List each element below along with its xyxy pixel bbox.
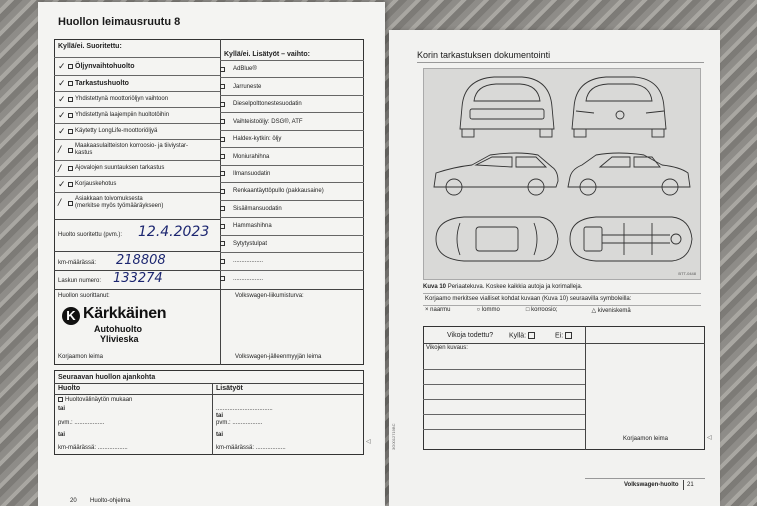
no-checkbox[interactable] xyxy=(565,332,572,339)
car-rear-view-icon xyxy=(460,77,554,137)
right-page-title: Korin tarkastuksen dokumentointi xyxy=(417,50,551,60)
extra-work-checkbox[interactable] xyxy=(220,259,225,264)
performed-item-label: Yhdistettynä moottoriöljyn vaihtoon xyxy=(75,96,169,102)
extra-work-label: Jarruneste xyxy=(233,83,262,90)
handwritten-check-icon: ✓ xyxy=(58,94,66,105)
next-or-4: tai xyxy=(216,432,224,438)
legend-symbol: ○ lommo xyxy=(476,307,500,313)
page-title: Huollon leimausruutu 8 xyxy=(58,16,181,28)
next-or-3: tai xyxy=(216,413,224,419)
extra-work-item xyxy=(220,200,364,217)
extra-work-item xyxy=(220,182,364,199)
next-date-2: pvm.: .................. xyxy=(216,420,263,426)
legend-symbol: □ korroosio; xyxy=(525,307,558,313)
right-col-header: Kyllä/ei. Lisätyöt – vaihto: xyxy=(224,51,310,58)
next-service-item: Huoltovälinäytön mukaan xyxy=(65,397,133,404)
performed-item-label: Yhdistettynä laajempiin huoltotöihin xyxy=(75,112,170,118)
extra-work-checkbox[interactable] xyxy=(220,137,225,142)
extra-work-item xyxy=(220,112,364,129)
extra-work-label: .................. xyxy=(233,275,264,282)
car-side-left-icon xyxy=(434,153,558,195)
performed-item-label: Käytetty LongLife-moottoriöljyä xyxy=(75,128,158,134)
handwritten-check-icon: ✓ xyxy=(58,61,66,72)
invoice-label: Laskun numero: xyxy=(58,278,102,284)
footer-brand: Volkswagen-huolto xyxy=(624,482,679,488)
extra-work-item xyxy=(220,77,364,94)
caption-label: Kuva 10 xyxy=(423,284,447,290)
extra-work-checkbox[interactable] xyxy=(220,67,225,72)
footer-text-left: Huolto-ohjelma xyxy=(90,498,131,504)
car-top-view-icon xyxy=(436,217,558,261)
performed-item xyxy=(54,57,220,75)
arrow-left-icon-right: ◁ xyxy=(707,435,712,441)
page-number-right: 21 xyxy=(687,482,694,488)
extra-work-checkbox[interactable] xyxy=(220,119,225,124)
next-date-1: pvm.: .................. xyxy=(58,420,105,426)
repair-stamp-label: Korjaamon leima xyxy=(58,354,104,360)
invoice-value: 133274 xyxy=(113,271,163,286)
company-stamp xyxy=(62,305,192,347)
extra-work-checkbox[interactable] xyxy=(220,189,225,194)
extra-work-item xyxy=(220,130,364,147)
extra-work-item xyxy=(220,252,364,269)
extra-work-item xyxy=(220,217,364,234)
extra-work-item xyxy=(220,270,364,287)
car-side-right-icon xyxy=(568,153,690,195)
left-page: Huollon leimausruutu 8 Kyllä/ei. Suoritettu: Kyllä/ei. Lisätyöt – vaihto: ✓ Öljynvaihtohuolto ✓ Tarkastushuolto ✓ Yhdistettynä moottoriöljyn vaihtoon ✓ Yhdistettynä laajempiin huoltotöihin ✓ Käytetty LongLife-moottoriöljyä / Maakaasulaitteiston korroosio- ja tiiviystar- kastus / Ajovalojen suuntauksen tarkastus ✓ Korjauskehotus / Asiakkaan toivomuksesta (merkitse myös työmääräykseen) AdBlue® Jarruneste Dieselpolttonestesuodatin Vaihteistoöljy: DSG®, ATF Haldex-kytkin: öljy Moniurahihna Ilmansuodatin Renkaantäyttöpullo (pakkausaine) Sisäilmansuodatin Hammashihna Sytytystulpat .................. .................. Huolto suoritettu (pvm.): 12.4.2023 km-määrässä: 218808 Laskun numero: 133274 Huollon suorittanut: Volkswagen-liikumisturva: K Kärkkäinen Autohuolto Ylivieska Korjaamon leima Volkswagen-jälleenmyyjän leima Seuraavan huollon ajankohta Huolto Lisätyöt Huoltovälinäytön mukaan tai pvm.: .................. tai km-määrässä: .................. .................................. tai pvm.: .................. tai km-määrässä: .................. ◁ 20 Huolto-ohjelma xyxy=(38,2,385,506)
vw-dealer-stamp-label: Volkswagen-jälleenmyyjän leima xyxy=(235,354,322,360)
extra-work-item xyxy=(220,235,364,252)
car-figure xyxy=(423,68,701,280)
item-checkbox[interactable] xyxy=(68,113,73,118)
extra-work-label: Haldex-kytkin: öljy xyxy=(233,136,282,143)
item-checkbox[interactable] xyxy=(68,129,73,134)
yes-checkbox[interactable] xyxy=(528,332,535,339)
description-label: Vikojen kuvaus: xyxy=(426,345,468,351)
no-label: Ei: xyxy=(555,332,564,340)
performed-by-label: Huollon suorittanut: xyxy=(58,293,110,299)
performed-item xyxy=(54,192,220,213)
service-date-label: Huolto suoritettu (pvm.): xyxy=(58,232,123,238)
company-sub1: Autohuolto xyxy=(94,324,142,334)
legend-row xyxy=(425,307,701,314)
item-checkbox[interactable] xyxy=(68,81,73,86)
extra-work-label: Moniurahihna xyxy=(233,153,270,160)
handwritten-check-icon: / xyxy=(58,145,62,155)
legend-symbol: × naarmu xyxy=(425,307,451,313)
performed-item xyxy=(54,160,220,176)
performed-item xyxy=(54,139,220,160)
caption-text: Periaatekuva. Koskee kaikkia autoja ja korimalleja. xyxy=(447,284,583,290)
car-diagram-svg xyxy=(424,69,702,281)
extra-work-label: Sisäilmansuodatin xyxy=(233,205,282,212)
next-km-2: km-määrässä: .................. xyxy=(216,445,286,451)
km-label: km-määrässä: xyxy=(58,260,97,266)
performed-item-label: Öljynvaihtohuolto xyxy=(75,63,135,70)
extra-work-item xyxy=(220,147,364,164)
extra-work-checkbox[interactable] xyxy=(220,84,225,89)
next-service-checkbox[interactable] xyxy=(58,397,63,402)
extra-work-label: .................. xyxy=(233,258,264,265)
vw-stamp-label: Volkswagen-liikumisturva: xyxy=(235,293,304,299)
extra-work-checkbox[interactable] xyxy=(220,276,225,281)
performed-item-label: Maakaasulaitteiston korroosio- ja tiiviystar- kastus xyxy=(75,143,189,156)
performed-item xyxy=(54,91,220,107)
extra-work-label: AdBlue® xyxy=(233,66,257,73)
performed-item xyxy=(54,75,220,91)
handwritten-check-icon: ✓ xyxy=(58,126,66,137)
item-checkbox[interactable] xyxy=(68,64,73,69)
handwritten-check-icon: ✓ xyxy=(58,110,66,121)
performed-item xyxy=(54,176,220,192)
extra-work-label: Renkaantäyttöpullo (pakkausaine) xyxy=(233,188,324,195)
next-or-1: tai xyxy=(58,406,66,412)
company-logo-icon: K xyxy=(62,307,80,325)
km-value: 218808 xyxy=(116,253,166,268)
service-date-value: 12.4.2023 xyxy=(138,224,210,240)
extra-work-checkbox[interactable] xyxy=(220,102,225,107)
next-km-1: km-määrässä: .................. xyxy=(58,445,128,451)
item-checkbox[interactable] xyxy=(68,148,73,153)
left-col-header: Kyllä/ei. Suoritettu: xyxy=(58,43,122,50)
handwritten-check-icon: / xyxy=(58,163,62,174)
performed-item-label: Korjauskehotus xyxy=(75,181,117,187)
handwritten-check-icon: ✓ xyxy=(58,78,66,89)
company-sub2: Ylivieska xyxy=(100,334,139,344)
item-checkbox[interactable] xyxy=(68,166,73,171)
page-number-left: 20 xyxy=(70,498,77,504)
arrow-left-icon: ◁ xyxy=(366,439,371,445)
extra-work-label: Dieselpolttonestesuodatin xyxy=(233,101,302,108)
performed-list xyxy=(54,57,220,219)
side-code: 3G0012719BC xyxy=(391,423,396,450)
extra-work-checkbox[interactable] xyxy=(220,171,225,176)
handwritten-check-icon: / xyxy=(58,198,62,208)
car-front-view-icon xyxy=(572,77,666,137)
item-checkbox[interactable] xyxy=(68,97,73,102)
right-repair-stamp-label: Korjaamon leima xyxy=(623,436,669,442)
performed-item-label: Ajovalojen suuntauksen tarkastus xyxy=(75,165,165,171)
extra-work-checkbox[interactable] xyxy=(220,154,225,159)
extra-work-checkbox[interactable] xyxy=(220,206,225,211)
extra-work-item xyxy=(220,60,364,77)
right-page xyxy=(389,30,720,506)
item-checkbox[interactable] xyxy=(68,182,73,187)
extra-work-label: Sytytystulpat xyxy=(233,240,268,247)
yes-label: Kyllä: xyxy=(509,332,527,340)
next-col-extra: Lisätyöt xyxy=(216,385,243,392)
legend-symbol: △ kiveniskemä xyxy=(591,308,631,314)
extra-work-list xyxy=(220,60,364,287)
extra-work-label: Hammashihna xyxy=(233,223,272,230)
performed-item-label: Asiakkaan toivomuksesta (merkitse myös työmääräykseen) xyxy=(75,196,164,209)
next-or-2: tai xyxy=(58,432,66,438)
extra-work-item xyxy=(220,95,364,112)
extra-work-item xyxy=(220,165,364,182)
performed-item-label: Tarkastushuolto xyxy=(75,80,129,87)
item-checkbox[interactable] xyxy=(68,201,73,206)
car-underbody-icon xyxy=(570,217,692,261)
extra-work-label: Ilmansuodatin xyxy=(233,170,271,177)
performed-item xyxy=(54,123,220,139)
next-col-service: Huolto xyxy=(58,385,81,392)
performed-item xyxy=(54,107,220,123)
legend-intro: Korjaamo merkitsee vialliset kohdat kuvaan (Kuva 10) seuraavilla symboleilla: xyxy=(425,296,632,302)
handwritten-check-icon: ✓ xyxy=(58,179,66,190)
defects-question: Vikoja todettu? xyxy=(447,332,494,339)
extra-work-checkbox[interactable] xyxy=(220,224,225,229)
next-service-title: Seuraavan huollon ajankohta xyxy=(58,374,156,381)
extra-work-label: Vaihteistoöljy: DSG®, ATF xyxy=(233,118,303,125)
extra-work-checkbox[interactable] xyxy=(220,241,225,246)
figure-code: BTT-0448 xyxy=(678,271,696,276)
company-name: Kärkkäinen xyxy=(83,305,167,322)
